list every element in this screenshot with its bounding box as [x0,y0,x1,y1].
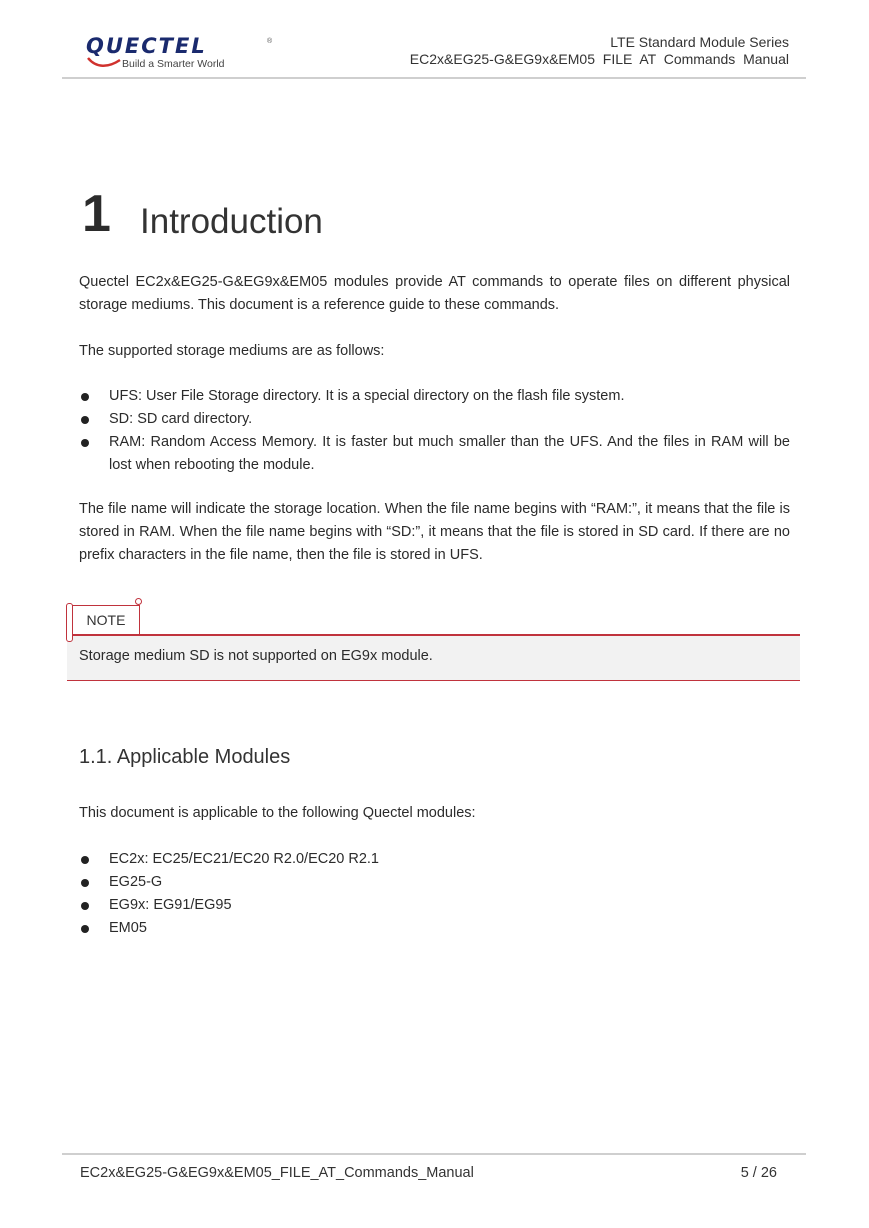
chapter-title: Introduction [140,202,323,241]
list-item: EC2x: EC25/EC21/EC20 R2.0/EC20 R2.1 [79,848,790,871]
mediums-list [79,385,790,477]
chapter-number: 1 [82,185,111,243]
modules-list [79,848,790,940]
note-scroll-end-icon [135,598,142,605]
list-item: EG25-G [79,871,790,894]
list-item: EM05 [79,917,790,940]
footer-divider [62,1153,806,1155]
note-label: NOTE [72,605,140,634]
header-manual: EC2x&EG25-G&EG9x&EM05 FILE AT Commands Manual [409,51,789,67]
list-item: EG9x: EG91/EG95 [79,894,790,917]
header-divider [62,77,806,79]
logo-tagline: Build a Smarter World [122,58,225,70]
logo-registered-mark: ® [267,38,273,45]
list-item: SD: SD card directory. [79,408,790,431]
intro-text: Quectel EC2x&EG25-G&EG9x&EM05 modules provide AT commands to operate files on different physical storage mediums. This document is a reference guide to these commands. [79,274,790,313]
mediums-lead: The supported storage mediums are as follows: [79,343,385,359]
quectel-logo [86,36,286,76]
intro-paragraph-2 [79,340,790,363]
header-series: LTE Standard Module Series [610,34,789,50]
note-scroll-icon [66,603,73,642]
header-titles [410,34,789,68]
page-number: 5 / 26 [740,1165,777,1181]
note-text: Storage medium SD is not supported on EG9x module. [79,648,433,664]
logo-swoosh-icon [86,54,122,68]
list-item: UFS: User File Storage directory. It is a special directory on the flash file system. [79,385,790,408]
list-item: RAM: Random Access Memory. It is faster but much smaller than the UFS. And the files in RAM will be lost when rebooting the module. [79,431,790,477]
intro-paragraph-3 [79,498,790,567]
section-intro [79,802,790,825]
intro-paragraph-1 [79,271,790,317]
logo-wordmark: QUECTEL [86,34,207,58]
storage-location-text: The file name will indicate the storage location. When the file name begins with “RAM:”, it means that the file is stored in RAM. When the file name begins with “SD:”, it means that the file is stored in SD card. If there are no prefix characters in the file name, then the file is stored in UFS. [79,501,790,563]
section-title: 1.1. Applicable Modules [79,746,291,768]
section-intro-text: This document is applicable to the following Quectel modules: [79,805,476,821]
footer-doc-name: EC2x&EG25-G&EG9x&EM05_FILE_AT_Commands_Manual [80,1165,474,1181]
